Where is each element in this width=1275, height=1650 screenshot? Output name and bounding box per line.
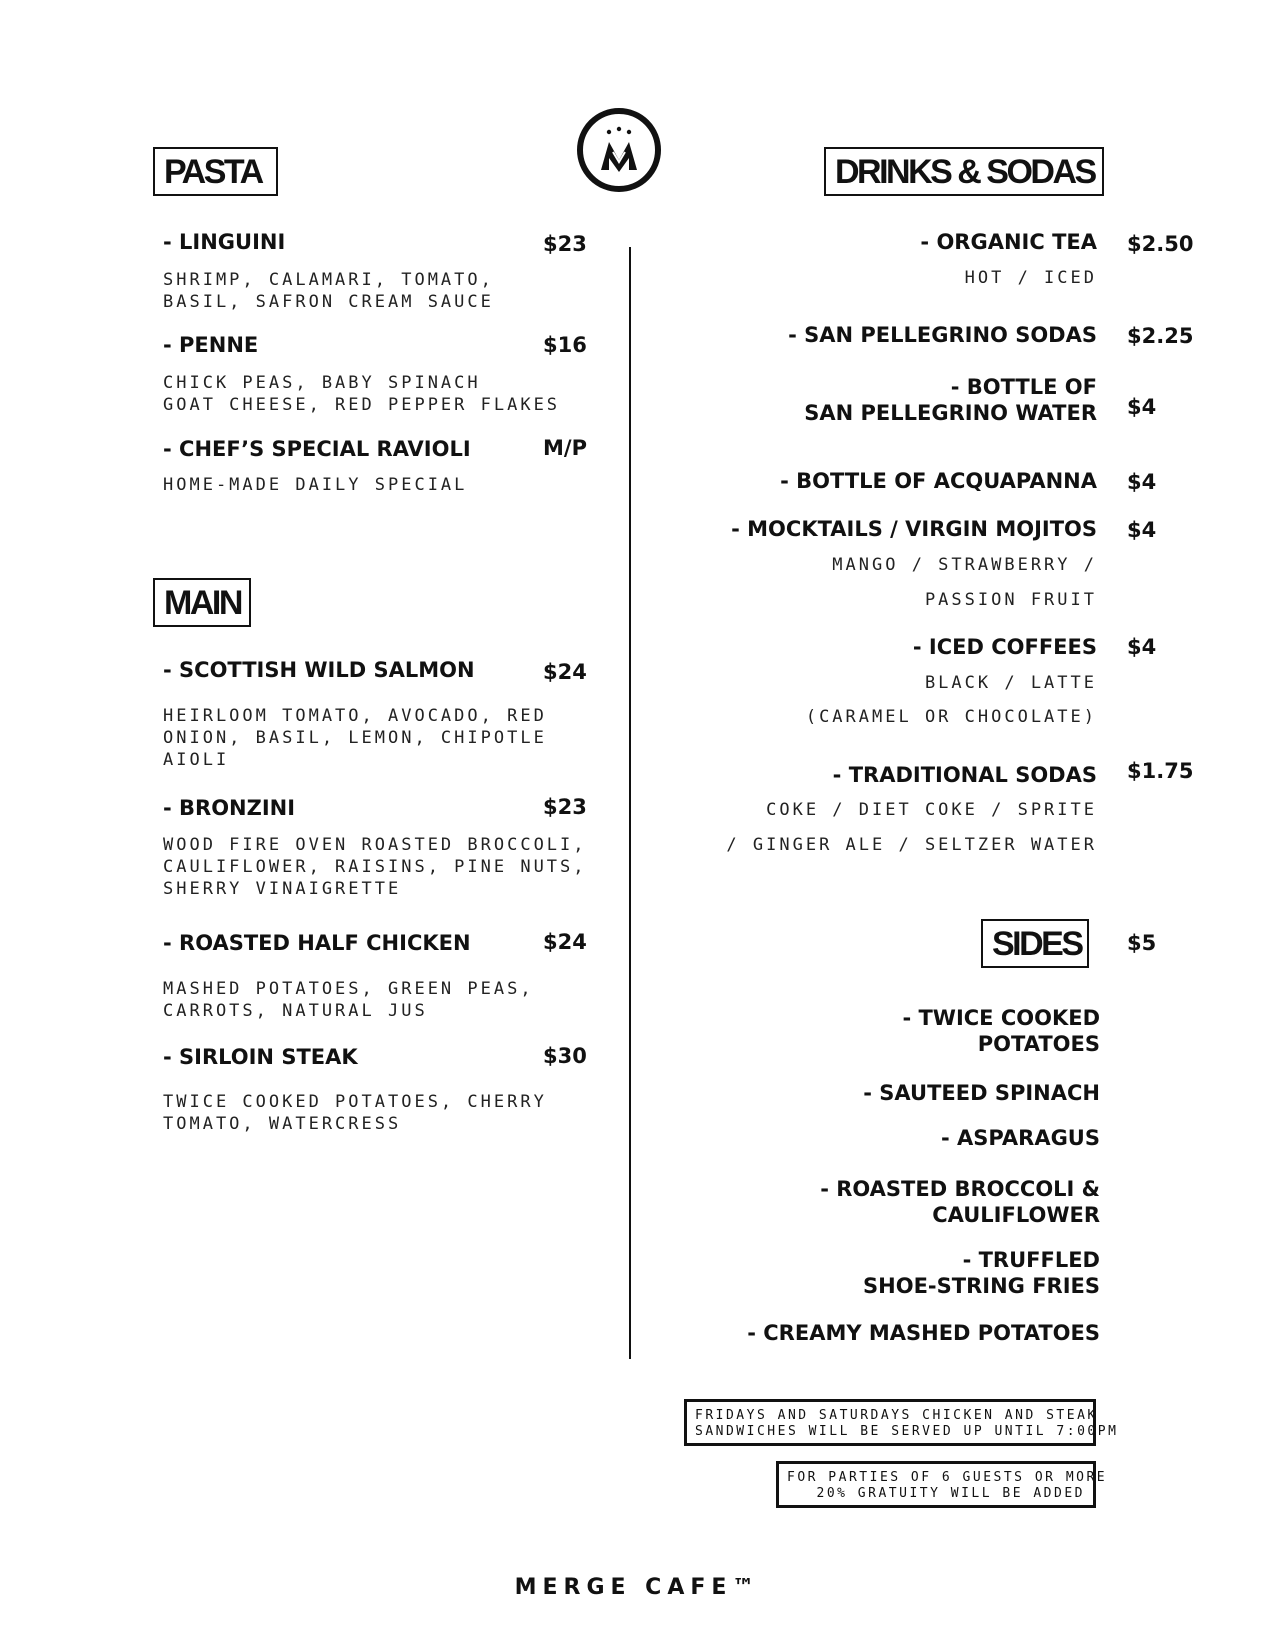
pasta-item-ravioli: - CHEF’S SPECIAL RAVIOLI (163, 437, 471, 461)
drinks-desc-iced-coffees-2: (CARAMEL OR CHOCOLATE) (805, 707, 1097, 727)
drinks-item-pellegrino-water: - BOTTLE OF SAN PELLEGRINO WATER (804, 375, 1097, 425)
pasta-price-linguini: $23 (543, 232, 587, 256)
main-desc-chicken: MASHED POTATOES, GREEN PEAS, CARROTS, NATURAL JUS (163, 979, 534, 1021)
sides-price: $5 (1127, 931, 1157, 955)
main-item-salmon: - SCOTTISH WILD SALMON (163, 658, 475, 682)
drinks-price-pellegrino-sodas: $2.25 (1127, 324, 1194, 348)
main-title: MAIN (153, 578, 251, 627)
footer-brand: MERGE CAFE™ (514, 1575, 761, 1600)
drinks-item-iced-coffees: - ICED COFFEES (912, 635, 1097, 659)
drinks-item-tea: - ORGANIC TEA (920, 230, 1097, 254)
sides-item-asparagus: - ASPARAGUS (941, 1126, 1100, 1150)
drinks-item-pellegrino-sodas: - SAN PELLEGRINO SODAS (788, 323, 1097, 347)
sides-item-spinach: - SAUTEED SPINACH (863, 1081, 1100, 1105)
sides-item-truffled-fries: - TRUFFLED SHOE-STRING FRIES (863, 1248, 1100, 1298)
main-price-chicken: $24 (543, 930, 587, 954)
merge-cafe-logo-icon (575, 106, 663, 194)
main-item-bronzini: - BRONZINI (163, 796, 296, 820)
main-item-steak: - SIRLOIN STEAK (163, 1045, 358, 1069)
sides-item-twice-cooked: - TWICE COOKED POTATOES (902, 1006, 1100, 1056)
pasta-desc-linguini: SHRIMP, CALAMARI, TOMATO, BASIL, SAFRON CREAM SAUCE (163, 270, 494, 312)
pasta-item-linguini: - LINGUINI (163, 230, 286, 254)
pasta-price-penne: $16 (543, 333, 587, 357)
drinks-item-traditional-sodas: - TRADITIONAL SODAS (832, 763, 1097, 787)
drinks-price-acquapanna: $4 (1127, 470, 1157, 494)
drinks-desc-iced-coffees-1: BLACK / LATTE (924, 673, 1097, 693)
sides-item-broccoli: - ROASTED BROCCOLI & CAULIFLOWER (820, 1177, 1100, 1227)
drinks-desc-tea: HOT / ICED (964, 268, 1097, 288)
drinks-desc-mocktails-1: MANGO / STRAWBERRY / (832, 555, 1097, 575)
drinks-title: DRINKS & SODAS (824, 147, 1104, 196)
drinks-desc-mocktails-2: PASSION FRUIT (924, 590, 1097, 610)
main-item-chicken: - ROASTED HALF CHICKEN (163, 931, 471, 955)
gratuity-notice: FOR PARTIES OF 6 GUESTS OR MORE 20% GRATUITY WILL BE ADDED (776, 1461, 1096, 1508)
pasta-title: PASTA (153, 147, 278, 196)
drinks-price-tea: $2.50 (1127, 232, 1194, 256)
pasta-desc-ravioli: HOME-MADE DAILY SPECIAL (163, 475, 468, 495)
drinks-item-mocktails: - MOCKTAILS / VIRGIN MOJITOS (731, 517, 1097, 541)
drinks-price-mocktails: $4 (1127, 518, 1157, 542)
main-desc-bronzini: WOOD FIRE OVEN ROASTED BROCCOLI, CAULIFLOWER, RAISINS, PINE NUTS, SHERRY VINAIGRETTE (163, 835, 587, 899)
center-divider (629, 247, 631, 1359)
main-desc-salmon: HEIRLOOM TOMATO, AVOCADO, RED ONION, BASIL, LEMON, CHIPOTLE AIOLI (163, 706, 547, 770)
drinks-item-acquapanna: - BOTTLE OF ACQUAPANNA (780, 469, 1097, 493)
drinks-price-traditional-sodas: $1.75 (1127, 759, 1194, 783)
pasta-desc-penne: CHICK PEAS, BABY SPINACH GOAT CHEESE, RED PEPPER FLAKES (163, 373, 561, 415)
drinks-desc-traditional-sodas-2: / GINGER ALE / SELTZER WATER (726, 835, 1097, 855)
pasta-item-penne: - PENNE (163, 333, 259, 357)
main-price-steak: $30 (543, 1044, 587, 1068)
main-price-salmon: $24 (543, 660, 587, 684)
pasta-price-ravioli: M/P (543, 436, 587, 460)
sandwich-notice: FRIDAYS AND SATURDAYS CHICKEN AND STEAK SANDWICHES WILL BE SERVED UP UNTIL 7:00PM (684, 1399, 1096, 1446)
main-price-bronzini: $23 (543, 795, 587, 819)
drinks-desc-traditional-sodas-1: COKE / DIET COKE / SPRITE (766, 800, 1097, 820)
drinks-price-pellegrino-water: $4 (1127, 395, 1157, 419)
drinks-price-iced-coffees: $4 (1127, 635, 1157, 659)
sides-title: SIDES (981, 919, 1089, 968)
sides-item-mashed: - CREAMY MASHED POTATOES (747, 1321, 1100, 1345)
main-desc-steak: TWICE COOKED POTATOES, CHERRY TOMATO, WATERCRESS (163, 1092, 547, 1134)
